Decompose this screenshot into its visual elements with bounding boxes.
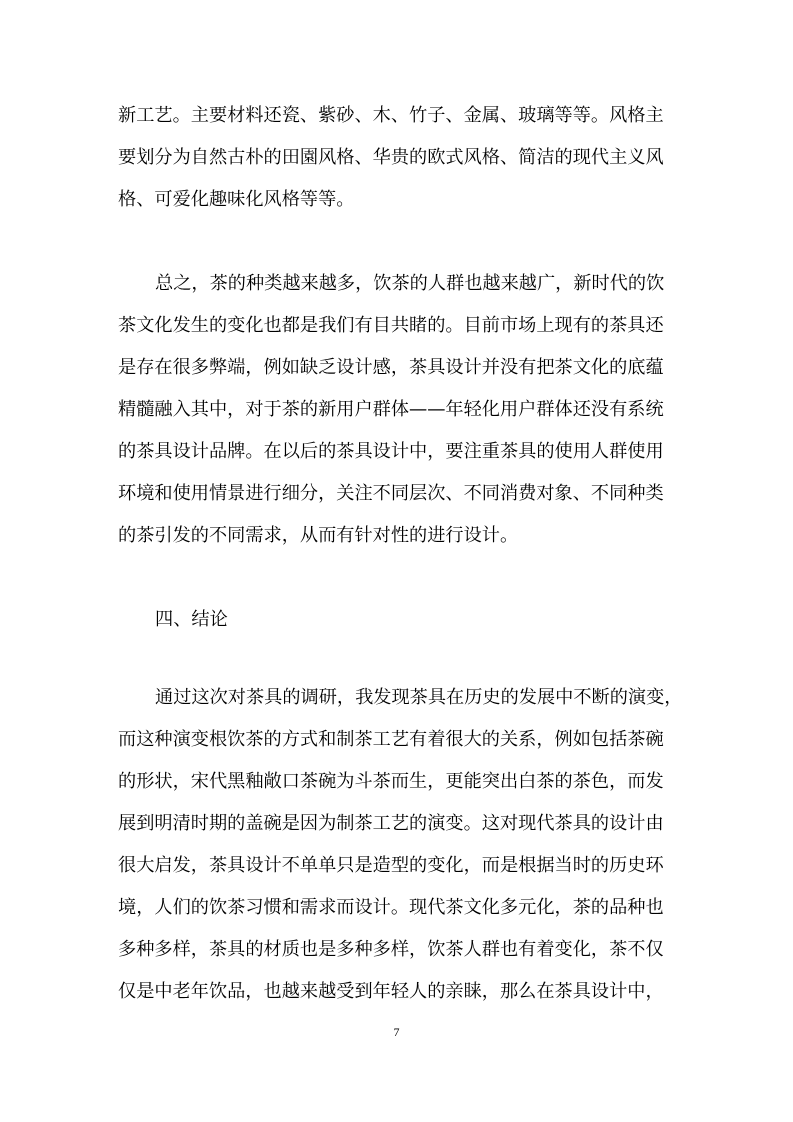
paragraph-line: 茶文化发生的变化也都是我们有目共睹的。目前市场上现有的茶具还 xyxy=(118,315,664,336)
section-heading: 四、结论 xyxy=(155,609,228,630)
paragraph-line: 要划分为自然古朴的田園风格、华贵的欧式风格、简洁的现代主义风 xyxy=(118,147,664,168)
paragraph-line: 精髓融入其中，对于茶的新用户群体——年轻化用户群体还没有系统 xyxy=(118,399,664,420)
paragraph-line: 是存在很多弊端，例如缺乏设计感，茶具设计并没有把茶文化的底蕴 xyxy=(118,357,664,378)
paragraph-line: 境，人们的饮茶习惯和需求而设计。现代茶文化多元化，茶的品种也 xyxy=(118,897,664,918)
paragraph-line: 展到明清时期的盖碗是因为制茶工艺的演变。这对现代茶具的设计由 xyxy=(118,813,664,834)
paragraph-line: 总之，茶的种类越来越多，饮茶的人群也越来越广，新时代的饮 xyxy=(155,273,665,294)
paragraph-line: 通过这次对茶具的调研，我发现茶具在历史的发展中不断的演变， xyxy=(155,687,683,708)
paragraph-line: 格、可爱化趣味化风格等等。 xyxy=(118,189,355,210)
paragraph-line: 而这种演变根饮茶的方式和制茶工艺有着很大的关系，例如包括茶碗 xyxy=(118,729,664,750)
page-number: 7 xyxy=(393,1025,400,1039)
paragraph-line: 多种多样，茶具的材质也是多种多样，饮茶人群也有着变化，茶不仅 xyxy=(118,939,664,960)
paragraph-line: 仅是中老年饮品，也越来越受到年轻人的亲睐，那么在茶具设计中， xyxy=(118,981,664,1002)
paragraph-line: 环境和使用情景进行细分，关注不同层次、不同消费对象、不同种类 xyxy=(118,483,664,504)
paragraph-line: 的形状，宋代黑釉敞口茶碗为斗茶而生，更能突出白茶的茶色，而发 xyxy=(118,771,664,792)
paragraph-line: 很大启发，茶具设计不单单只是造型的变化，而是根据当时的历史环 xyxy=(118,855,664,876)
paragraph-line: 的茶引发的不同需求，从而有针对性的进行设计。 xyxy=(118,525,519,546)
paragraph-line: 新工艺。主要材料还瓷、紫砂、木、竹子、金属、玻璃等等。风格主 xyxy=(118,105,664,126)
paragraph-line: 的茶具设计品牌。在以后的茶具设计中，要注重茶具的使用人群使用 xyxy=(118,441,664,462)
